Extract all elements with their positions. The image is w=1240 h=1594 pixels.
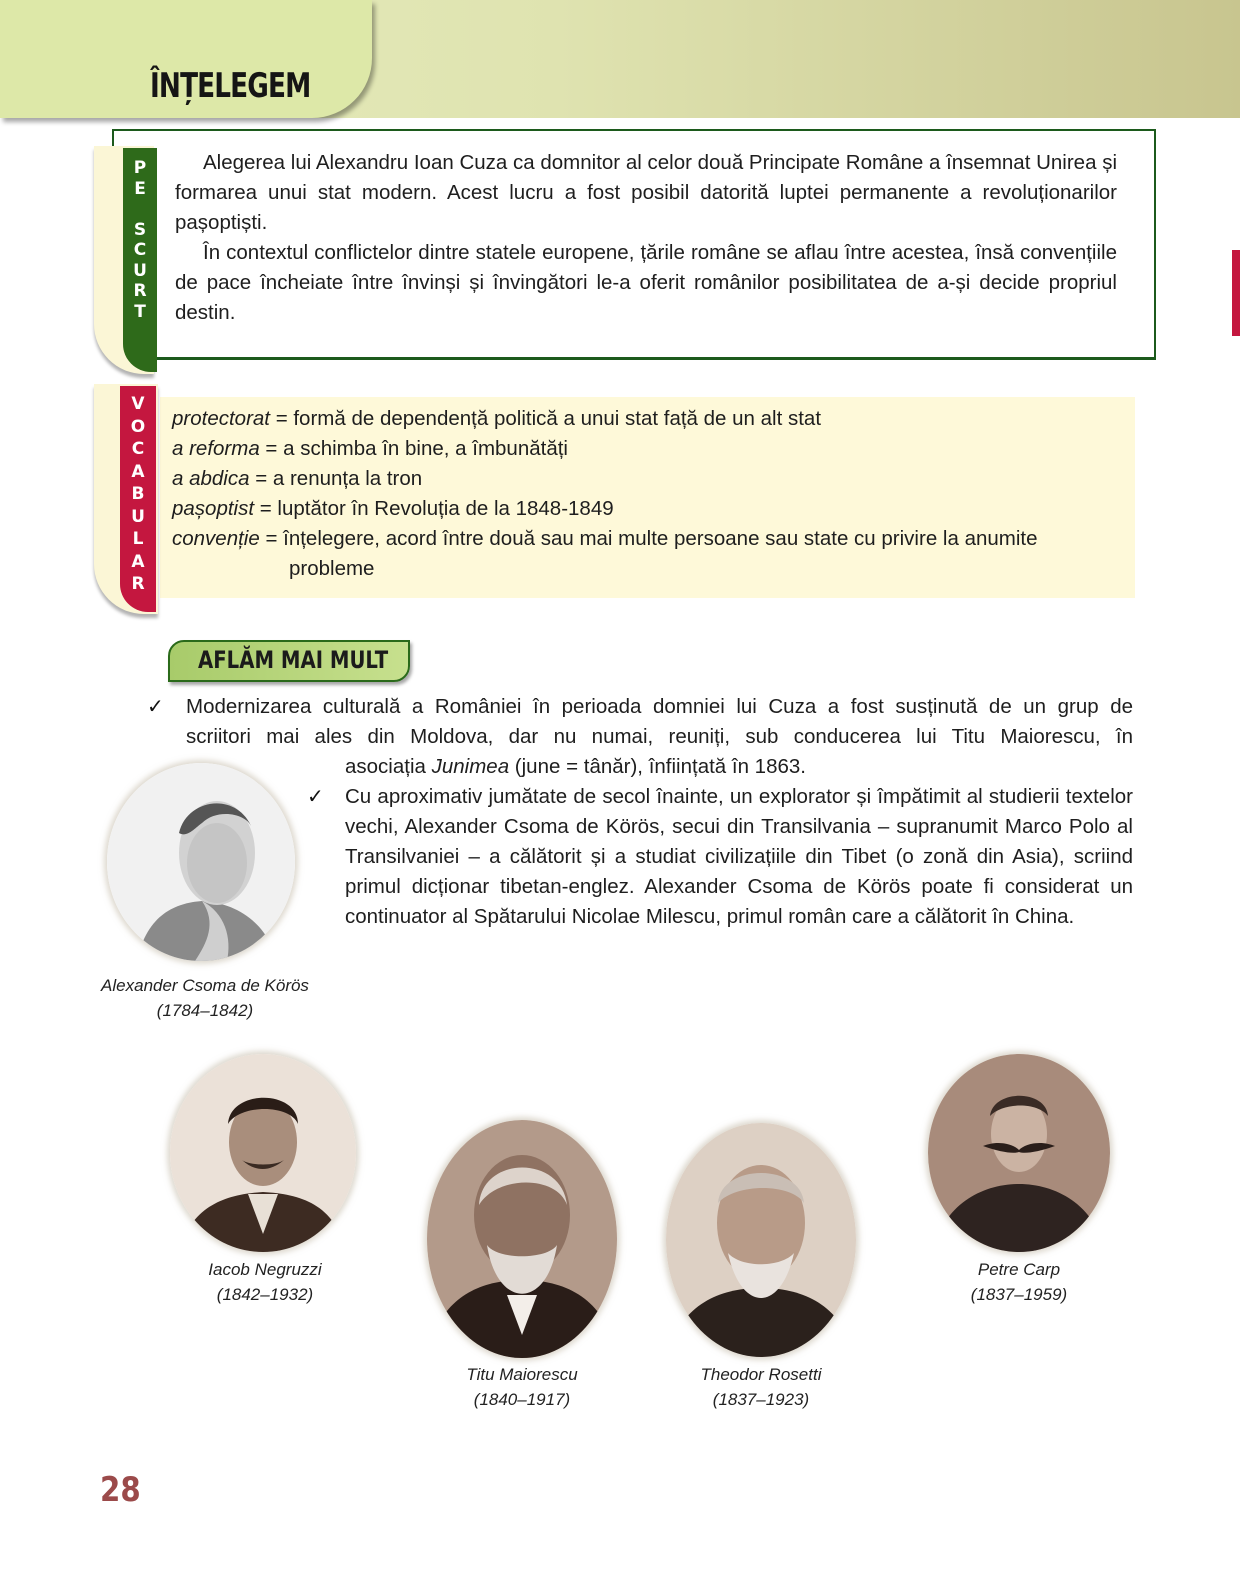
bullet-2-text: Cu aproximativ jumătate de secol înainte, un explorator și împătimit al studierii textelor vechi, Alexander Csoma de Körös, secui din Transilvania – supranumit Marco Polo al Transilvaniei – a călătorit și a studiat civilizațiile din Tibet (o zonă din Asia), scriind primul dicționar tibetan-englez. Alexander Csoma de Körös poate fi considerat un continuator al Spătarului Nicolae Milescu, primul român care a călătorit în China. [345, 785, 1133, 928]
vocab-entry [172, 524, 1132, 584]
portrait-photo [666, 1123, 856, 1357]
portrait-name: Iacob Negruzzi [208, 1260, 322, 1279]
caption-rosetti [661, 1362, 861, 1412]
label-letter [137, 199, 143, 220]
portrait-years: (1837–1959) [970, 1285, 1068, 1304]
portrait-maiorescu [427, 1120, 617, 1358]
section-title: ÎNȚELEGEM [150, 66, 311, 106]
vocab-definition: = înțelegere, acord între două sau mai multe persoane sau state cu privire la anumite [259, 527, 1038, 550]
bullet-1-text: Modernizarea culturală a României în perioada domniei lui Cuza a fost susținută de un grup de [186, 695, 1133, 718]
portrait-negruzzi [170, 1054, 356, 1252]
vocabular-label [128, 393, 148, 596]
portrait-csoma [107, 763, 295, 961]
portrait-years: (1837–1923) [712, 1390, 810, 1409]
bullet-1-line-1 [186, 692, 1133, 722]
caption-carp [919, 1257, 1119, 1307]
portrait-photo [170, 1054, 356, 1252]
vocab-definition: = a schimba în bine, a îmbunătăți [259, 437, 568, 460]
portrait-years: (1840–1917) [473, 1390, 571, 1409]
vocab-entry [172, 494, 1132, 524]
vocab-entry [172, 464, 1132, 494]
label-letter: A [131, 461, 145, 482]
page-number: 28 [100, 1470, 141, 1510]
label-letter: S [133, 219, 147, 240]
vocab-term: convenție [172, 527, 260, 550]
portrait-name: Alexander Csoma de Körös [101, 976, 309, 995]
label-letter: C [133, 240, 147, 260]
portrait-photo [427, 1120, 617, 1358]
vocab-term: a abdica [172, 467, 250, 490]
label-letter: O [130, 416, 146, 437]
vocab-definition: = luptător în Revoluția de la 1848-1849 [254, 497, 614, 520]
caption-csoma [90, 973, 320, 1023]
label-letter: L [132, 529, 144, 549]
vocab-definition: = formă de dependență politică a unui stat față de un alt stat [270, 407, 822, 430]
label-letter: T [134, 301, 146, 322]
vocab-definition-continuation: probleme [289, 557, 375, 580]
label-letter: R [133, 281, 147, 301]
aflam-mai-mult-heading [168, 640, 410, 682]
label-letter: R [131, 574, 145, 594]
pe-scurt-label [130, 158, 150, 322]
portrait-name: Theodor Rosetti [700, 1365, 822, 1384]
caption-maiorescu [422, 1362, 622, 1412]
vocab-term: pașoptist [172, 497, 255, 520]
portrait-carp [928, 1054, 1110, 1252]
vocab-entry [172, 404, 1132, 434]
edge-marker [1232, 250, 1240, 336]
checkmark-icon: ✓ [147, 696, 164, 718]
portrait-years: (1842–1932) [216, 1285, 314, 1304]
pe-scurt-paragraph-2: În contextul conflictelor dintre statele europene, țările române se aflau între acestea, însă convențiile de pace încheiate între învinși și învingători le-a oferit românilor posibilitatea de a-și decide propriul destin. [175, 241, 1117, 324]
pe-scurt-paragraph-1: Alegerea lui Alexandru Ioan Cuza ca domnitor al celor două Principate Române a însemnat Unirea și formarea unui stat modern. Acest lucru a fost posibil datorită luptei permanente a revoluționarilor pașoptiști. [175, 151, 1117, 234]
bullet-1-text: (june = tânăr), înființată în 1863. [509, 755, 806, 778]
portrait-photo [928, 1054, 1110, 1252]
vocab-entry [172, 434, 1132, 464]
label-letter: E [134, 178, 146, 199]
portrait-name: Titu Maiorescu [466, 1365, 578, 1384]
aflam-title: AFLĂM MAI MULT [198, 646, 389, 674]
vocab-term: protectorat [172, 407, 270, 430]
checkmark-icon: ✓ [307, 786, 324, 808]
bullet-1-line-2 [186, 722, 1133, 752]
label-letter: U [131, 506, 145, 527]
label-letter: U [133, 260, 147, 281]
bullet-1-text: scriitori mai ales din Moldova, dar nu numai, reuniți, sub conducerea lui Titu Maiorescu, în [186, 725, 1133, 748]
vocab-definition: = a renunța la tron [249, 467, 423, 490]
caption-negruzzi [165, 1257, 365, 1307]
junimea-italic: Junimea [431, 755, 510, 778]
label-letter: V [131, 394, 145, 414]
label-letter: A [131, 551, 145, 572]
label-letter: B [131, 484, 145, 504]
portrait-engraving [107, 763, 295, 961]
bullet-1-text: asociația [345, 755, 432, 778]
vocab-term: a reforma [172, 437, 260, 460]
pe-scurt-text [175, 148, 1117, 328]
portrait-name: Petre Carp [977, 1260, 1061, 1279]
bullet-1-line-3 [345, 752, 1133, 782]
label-letter: P [133, 158, 147, 178]
label-letter: C [131, 439, 145, 459]
vocabular-list [172, 404, 1132, 584]
portrait-rosetti [666, 1123, 856, 1357]
portrait-years: (1784–1842) [156, 1001, 254, 1020]
